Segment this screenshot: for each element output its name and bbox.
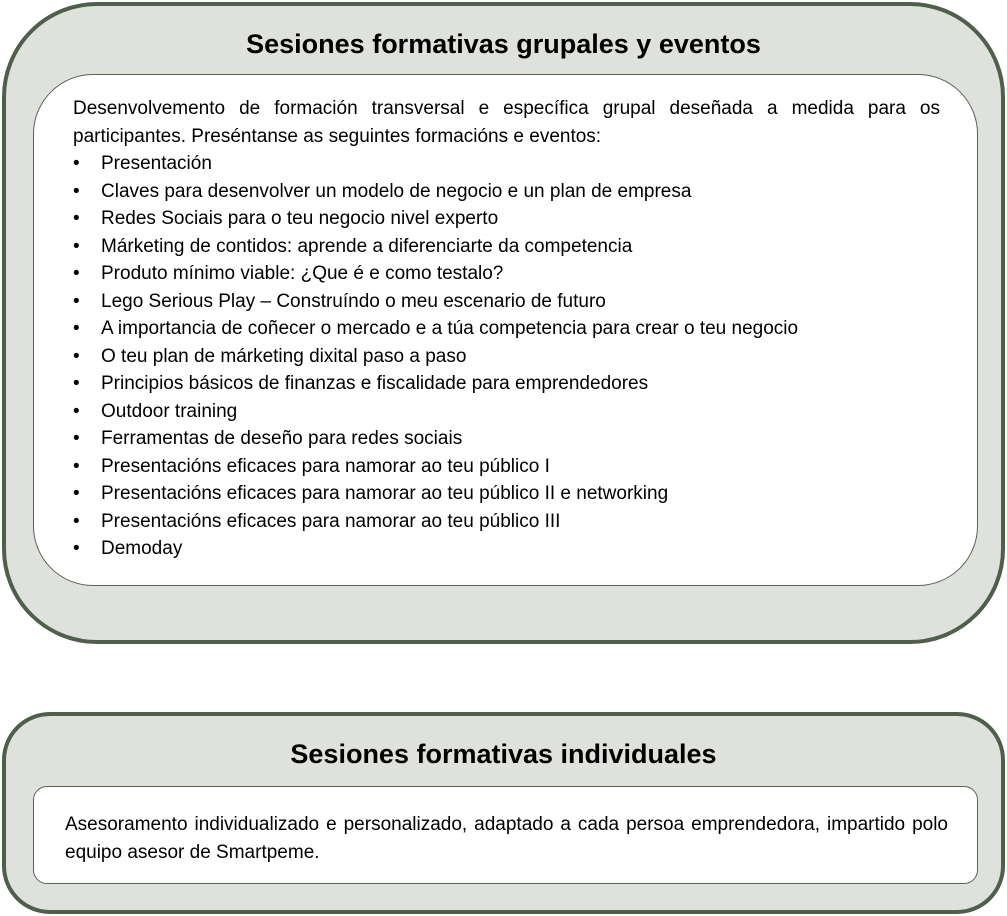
list-item: [73, 260, 940, 288]
individual-sessions-title: Sesiones formativas individuales: [290, 739, 717, 769]
list-item-text: Presentacións eficaces para namorar ao teu público I: [101, 455, 550, 477]
list-item: [73, 398, 940, 426]
list-item: [73, 288, 940, 316]
list-item: [73, 315, 940, 343]
list-item: [73, 205, 940, 233]
individual-sessions-description: Asesoramento individualizado e personalizado, adaptado a cada persoa emprendedora, impartido polo equipo asesor de Smartpeme.: [65, 814, 948, 863]
list-item-text: Claves para desenvolver un modelo de negocio e un plan de empresa: [101, 180, 692, 202]
bullet-icon: •: [73, 345, 80, 367]
bullet-icon: •: [73, 455, 80, 477]
list-item-text: Produto mínimo viable: ¿Que é e como testalo?: [101, 263, 504, 284]
list-item: [73, 425, 940, 453]
list-item-text: Redes Sociais para o teu negocio nivel experto: [101, 208, 499, 229]
list-item: [73, 233, 940, 261]
list-item-text: Demoday: [101, 538, 183, 559]
bullet-icon: •: [73, 208, 80, 229]
group-sessions-panel: [2, 2, 1005, 644]
list-item-text: Outdoor training: [101, 400, 238, 422]
list-item: [73, 453, 940, 481]
bullet-icon: •: [73, 153, 80, 174]
list-item-text: Presentacións eficaces para namorar ao teu público II e networking: [101, 483, 669, 504]
group-sessions-intro: Desenvolvemento de formación transversal e específica grupal deseñada a medida para os participantes. Preséntanse as seguintes formacións e eventos:: [73, 98, 940, 147]
list-item-text: Lego Serious Play – Construíndo o meu escenario de futuro: [101, 290, 606, 312]
list-item: [73, 178, 940, 206]
formations-list: [73, 150, 940, 563]
list-item: [73, 508, 940, 536]
individual-sessions-panel: [2, 712, 1005, 914]
bullet-icon: •: [73, 263, 80, 284]
bullet-icon: •: [73, 235, 80, 257]
list-item: [73, 150, 940, 178]
list-item: [73, 480, 940, 508]
bullet-icon: •: [73, 400, 80, 422]
list-item-text: Presentación: [101, 153, 212, 174]
list-item: [73, 535, 940, 563]
list-item: [73, 343, 940, 371]
group-sessions-title: Sesiones formativas grupales y eventos: [246, 29, 761, 59]
bullet-icon: •: [73, 428, 80, 449]
list-item-text: Ferramentas de deseño para redes sociais: [101, 428, 463, 449]
group-sessions-content-box: [33, 74, 978, 586]
bullet-icon: •: [73, 510, 80, 532]
list-item-text: A importancia de coñecer o mercado e a túa competencia para crear o teu negocio: [101, 318, 799, 339]
list-item-text: O teu plan de márketing dixital paso a paso: [101, 345, 467, 367]
bullet-icon: •: [73, 538, 80, 559]
bullet-icon: •: [73, 180, 80, 202]
list-item: [73, 370, 940, 398]
bullet-icon: •: [73, 373, 80, 394]
list-item-text: Márketing de contidos: aprende a diferenciarte da competencia: [101, 235, 633, 257]
bullet-icon: •: [73, 483, 80, 504]
list-item-text: Principios básicos de finanzas e fiscalidade para emprendedores: [101, 373, 649, 394]
list-item-text: Presentacións eficaces para namorar ao teu público III: [101, 510, 561, 532]
bullet-icon: •: [73, 290, 80, 312]
bullet-icon: •: [73, 318, 80, 339]
individual-sessions-content-box: [33, 786, 978, 884]
